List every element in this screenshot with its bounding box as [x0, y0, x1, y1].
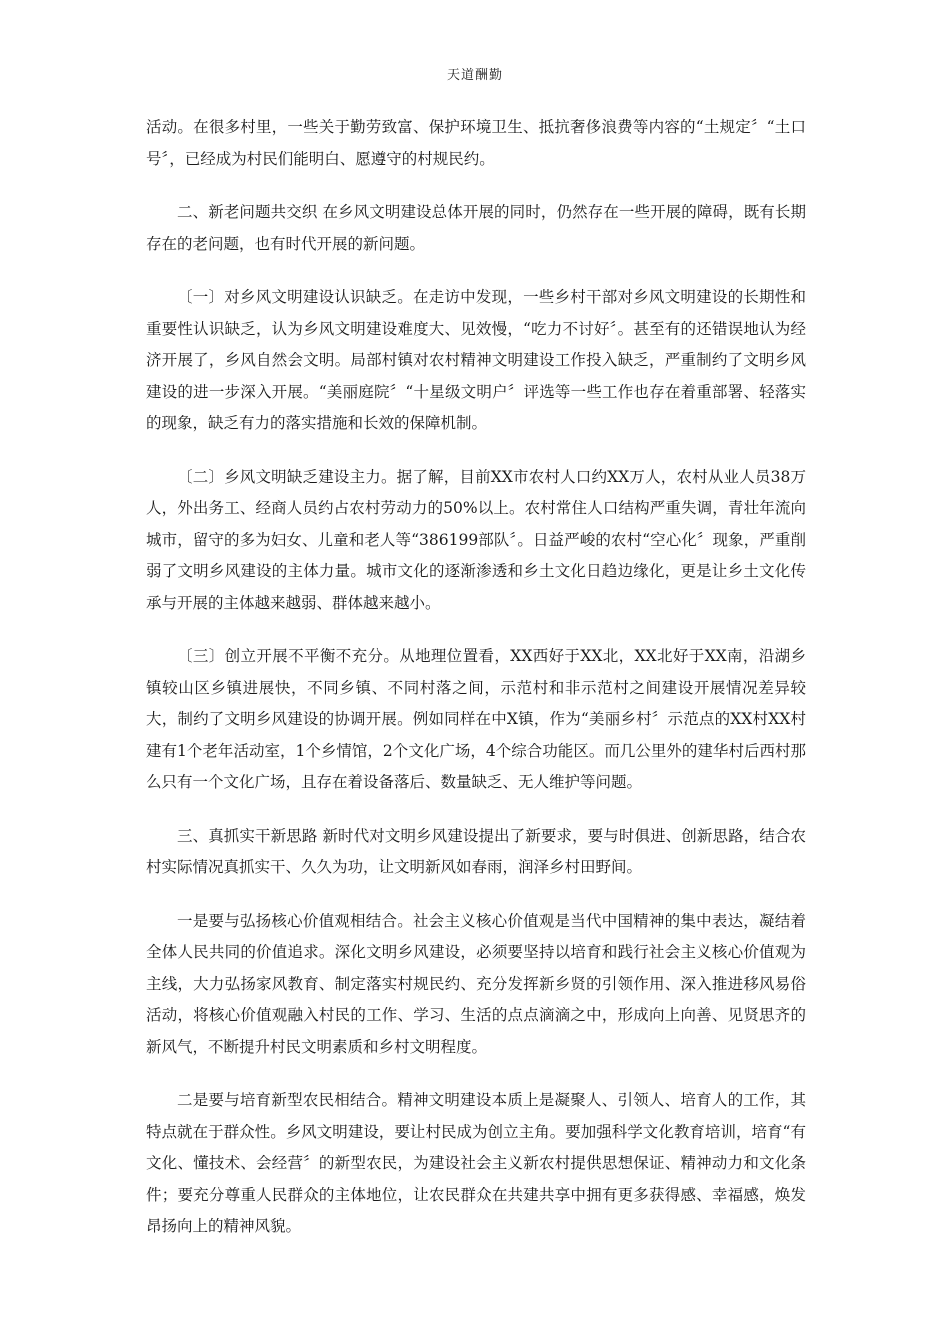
paragraph: 二是要与培育新型农民相结合。精神文明建设本质上是凝聚人、引领人、培育人的工作，其特点就在于群众性。乡风文明建设，要让村民成为创立主角。要加强科学文化教育培训，培育“有文化、懂技术、会经营〞的新型农民，为建设社会主义新农村提供思想保证、精神动力和文化条件；要充分尊重人民群众的主体地位，让农民群众在共建共享中拥有更多获得感、幸福感，焕发昂扬向上的精神风貌。	[146, 1091, 806, 1235]
paragraph: 〔一〕对乡风文明建设认识缺乏。在走访中发现，一些乡村干部对乡风文明建设的长期性和重要性认识缺乏，认为乡风文明建设难度大、见效慢，“吃力不讨好〞。甚至有的还错误地认为经济开展了，乡风自然会文明。局部村镇对农村精神文明建设工作投入缺乏，严重制约了文明乡风建设的进一步深入开展。“美丽庭院〞“十星级文明户〞评选等一些工作也存在着重部署、轻落实的现象，缺乏有力的落实措施和长效的保障机制。	[146, 288, 806, 432]
section-heading-paragraph: 二、新老问题共交织 在乡风文明建设总体开展的同时，仍然存在一些开展的障碍，既有长期存在的老问题，也有时代开展的新问题。	[146, 203, 806, 253]
paragraph: 一是要与弘扬核心价值观相结合。社会主义核心价值观是当代中国精神的集中表达，凝结着全体人民共同的价值追求。深化文明乡风建设，必须要坚持以培育和践行社会主义核心价值观为主线，大力弘扬家风教育、制定落实村规民约、充分发挥新乡贤的引领作用、深入推进移风易俗活动，将核心价值观融入村民的工作、学习、生活的点点滴滴之中，形成向上向善、见贤思齐的新风气，不断提升村民文明素质和乡村文明程度。	[146, 911, 806, 1056]
section-heading-paragraph: 三、真抓实干新思路 新时代对文明乡风建设提出了新要求，要与时俱进、创新思路，结合农村实际情况真抓实干、久久为功，让文明新风如春雨，润泽乡村田野间。	[146, 826, 806, 876]
paragraph: 〔二〕乡风文明缺乏建设主力。据了解，目前XX市农村人口约XX万人，农村从业人员38万人，外出务工、经商人员约占农村劳动力的50%以上。农村常住人口结构严重失调，青壮年流向城市，留守的多为妇女、儿童和老人等“386199部队〞。日益严峻的农村“空心化〞现象，严重削弱了文明乡风建设的主体力量。城市文化的逐渐渗透和乡土文化日趋边缘化，更是让乡土文化传承与开展的主体越来越弱、群体越来越小。	[146, 467, 806, 612]
paragraph: 〔三〕创立开展不平衡不充分。从地理位置看，XX西好于XX北，XX北好于XX南，沿湖乡镇较山区乡镇进展快，不同乡镇、不同村落之间，示范村和非示范村之间建设开展情况差异较大，制约了文明乡风建设的协调开展。例如同样在中X镇，作为“美丽乡村〞示范点的XX村XX村建有1个老年活动室，1个乡情馆，2个文化广场，4个综合功能区。而几公里外的建华村后西村那么只有一个文化广场，且存在着设备落后、数量缺乏、无人维护等问题。	[146, 647, 806, 791]
paragraph: 活动。在很多村里，一些关于勤劳致富、保护环境卫生、抵抗奢侈浪费等内容的“土规定〞“土口号〞，已经成为村民们能明白、愿遵守的村规民约。	[146, 118, 806, 168]
document-body	[146, 112, 806, 1265]
page-header: 天道酬勤	[446, 68, 503, 83]
